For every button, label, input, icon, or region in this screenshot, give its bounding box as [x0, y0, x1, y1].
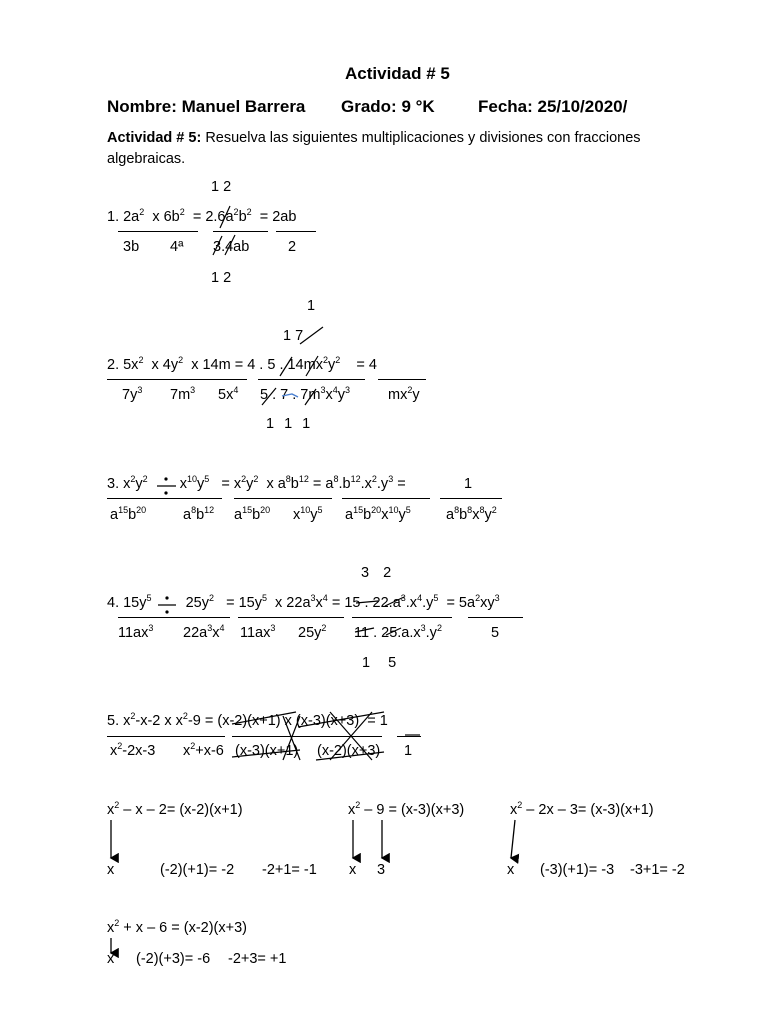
- p4-den-2: $22a^3x^4$: [183, 623, 225, 641]
- p2-den-5: $mx^2y$: [388, 385, 420, 403]
- p1-den-4: 2: [288, 239, 297, 255]
- factor4-sum: -2+3= +1: [228, 951, 287, 967]
- p3-den-1: $a^{15}b^{20}$: [110, 505, 147, 523]
- p1-den-2: 4ª: [170, 239, 184, 255]
- p5-fraction-bar-3: [397, 736, 421, 737]
- p3-fraction-bar-3: [342, 498, 430, 499]
- p4-fraction-bar-4: [468, 617, 523, 618]
- p4-numerator-row: 4. $15y^5$ $25y^2$ = $15y^5$ x $22a^3x^4 = 15$ . $22.a^3.x^4.y^5 = 5a^2xy^3$: [107, 593, 500, 611]
- p4-top-marks: 3 2: [361, 565, 392, 581]
- factor2-three: 3: [377, 862, 386, 878]
- page-title: Actividad # 5: [345, 64, 450, 83]
- p1-fraction-bar-1: [118, 231, 198, 232]
- p2-mark-mid: 1 7: [283, 328, 304, 344]
- date: Fecha: 25/10/2020/: [478, 97, 628, 116]
- p4-den-4: $25y^2$: [298, 623, 327, 641]
- instructions-line2: algebraicas.: [107, 151, 186, 167]
- p1-fraction-bar-3: [276, 231, 316, 232]
- p1-bottom-marks: 1 2: [211, 270, 232, 286]
- p4-den-5: 11 . $25.a.x^3.y^2$: [354, 623, 442, 641]
- factor4-product: (-2)(+3)= -6: [136, 951, 211, 967]
- instructions-text: Resuelva las siguientes multiplicaciones y divisiones con fracciones: [205, 130, 641, 146]
- p2-den-4: 5 . 7 . $7m^3x^4y^3$: [260, 385, 350, 403]
- factor2-x: x: [349, 862, 357, 878]
- p3-result: 1: [464, 476, 473, 492]
- instructions-line1: [107, 131, 641, 146]
- p5-fraction-bar-1: [107, 736, 225, 737]
- p3-den-3: $a^{15}b^{20}$: [234, 505, 271, 523]
- p1-den-1: 3b: [123, 239, 140, 255]
- grade: Grado: 9 °K: [341, 97, 435, 116]
- p5-den-1: $x^2-2x-3$: [110, 741, 156, 759]
- p2-den-1: $7y^3$: [122, 385, 143, 403]
- p2-fraction-bar-3: [378, 379, 426, 380]
- p3-den-6: $a^8b^8x^8y^2$: [446, 505, 497, 523]
- p3-numerator-row: 3. $x^2y^2$ $x^{10}y^5$ = $x^2y^2$ x $a^8b^{12} = a^8.b^{12}.x^2.y^3$ =: [107, 474, 406, 492]
- p2-mark-top: 1: [307, 298, 316, 314]
- p3-den-5: $a^{15}b^{20}x^{10}y^5$: [345, 505, 411, 523]
- p4-fraction-bar-3: [352, 617, 452, 618]
- student-name: Nombre: Manuel Barrera: [107, 97, 306, 116]
- p5-den-4: (x-2)(x+3): [317, 743, 381, 759]
- factor2-equation: $x^2 - 9 = (x-3)(x+3)$: [348, 800, 465, 818]
- factor3-equation: $x^2 - 2x - 3= (x-3)(x+1)$: [510, 800, 654, 818]
- p1-den-3: 3.4ab: [213, 239, 250, 255]
- factor3-sum: -3+1= -2: [630, 862, 685, 878]
- factor1-sum: -2+1= -1: [262, 862, 317, 878]
- p2-fraction-bar-1: [107, 379, 247, 380]
- p4-fraction-bar-2: [238, 617, 344, 618]
- p3-fraction-bar-4: [440, 498, 502, 499]
- factor3-product: (-3)(+1)= -3: [540, 862, 615, 878]
- p1-fraction-bar-2: [213, 231, 268, 232]
- factor4-x: x: [107, 951, 115, 967]
- p2-den-3: $5x^4$: [218, 385, 239, 403]
- p5-numerator-row: 5. $x^2-x-2$ x $x^2-9 = (x-2)(x+1)$ x (x-3)(x+3) = 1: [107, 711, 388, 729]
- instructions-label: Actividad # 5:: [107, 130, 202, 146]
- p2-fraction-bar-2: [258, 379, 365, 380]
- p3-den-2: $a^8b^{12}$: [183, 505, 215, 523]
- p4-den-6: 5: [491, 625, 500, 641]
- p2-bottom-marks: 1 1 1: [266, 416, 311, 432]
- p4-den-1: $11ax^3$: [118, 623, 154, 641]
- factor3-x: x: [507, 862, 515, 878]
- factor1-product: (-2)(+1)= -2: [160, 862, 235, 878]
- p5-den-3: (x-3)(x+1): [235, 743, 299, 759]
- p1-top-marks: 1 2: [211, 179, 232, 195]
- p2-numerator-row: 2. $5x^2$ x $4y^2$ x 14m = 4 . 5 . $14mx^2y^2$ = 4: [107, 355, 377, 373]
- p5-den-2: $x^2+x-6$: [183, 741, 224, 759]
- p3-den-4: $x^{10}y^5$: [293, 505, 323, 523]
- factor1-x: x: [107, 862, 115, 878]
- p4-den-3: $11ax^3$: [240, 623, 276, 641]
- factor1-equation: $x^2 - x - 2= (x-2)(x+1)$: [107, 800, 243, 818]
- p1-numerator-row: 1. $2a^2$ x $6b^2 = 2.6a^2b^2 = 2ab$: [107, 207, 297, 225]
- p2-den-2: $7m^3$: [170, 385, 196, 403]
- factor4-equation: $x^2 + x - 6 = (x-2)(x+3)$: [107, 918, 247, 936]
- p3-fraction-bar-2: [234, 498, 332, 499]
- p3-fraction-bar-1: [107, 498, 222, 499]
- p4-fraction-bar-1: [118, 617, 230, 618]
- p4-bottom-marks: 1 5: [362, 655, 397, 671]
- p5-den-5: 1: [404, 743, 413, 759]
- p5-fraction-bar-2: [232, 736, 382, 737]
